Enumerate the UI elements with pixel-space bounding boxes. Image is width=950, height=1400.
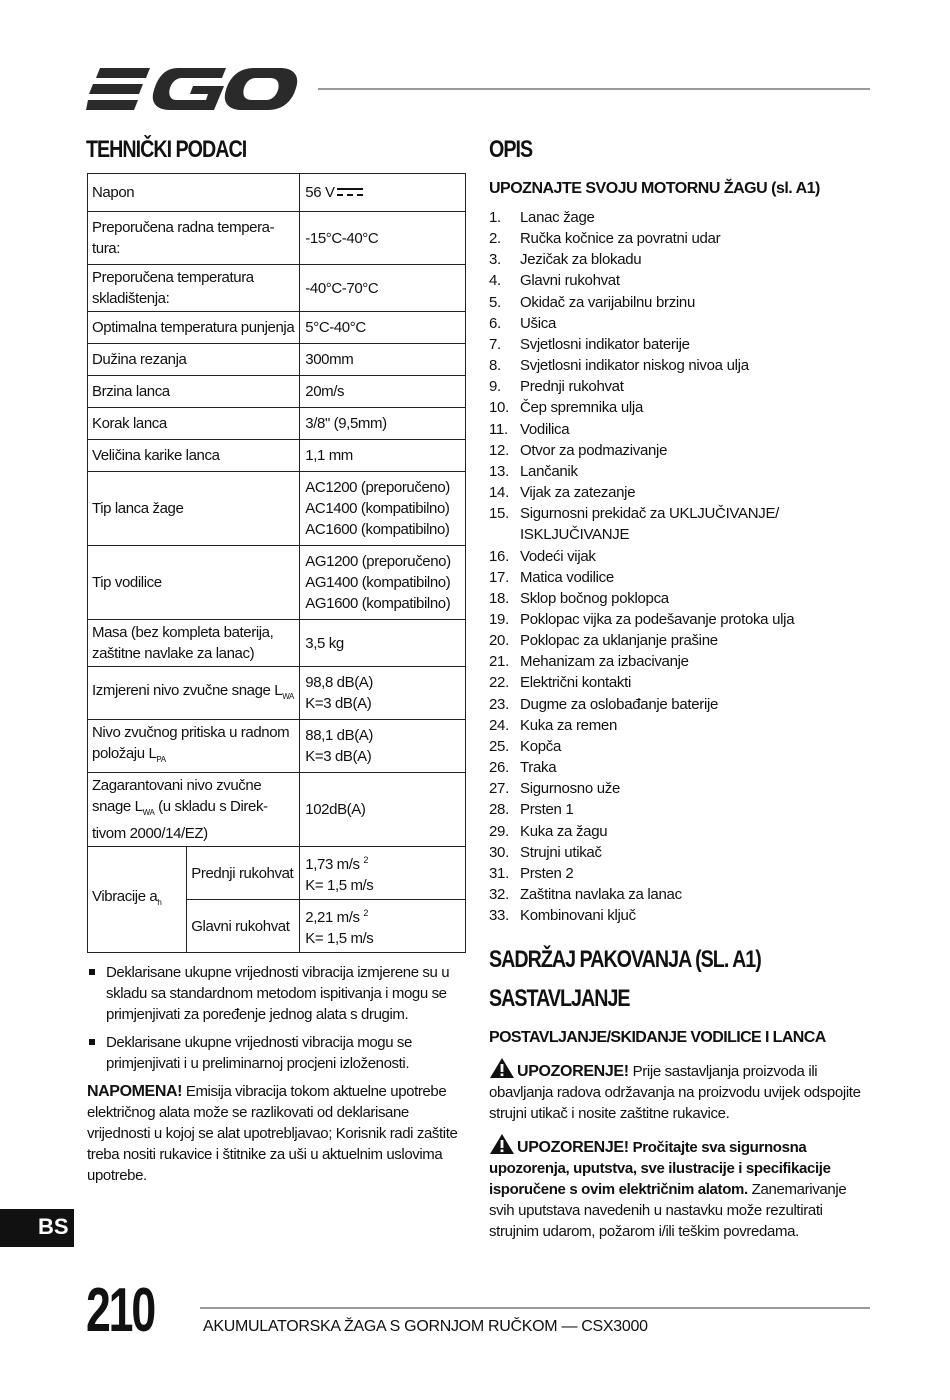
parts-list-number: 2.	[489, 230, 501, 248]
parts-list-text: Sigurnosno uže	[520, 780, 621, 798]
spec-row	[88, 773, 466, 847]
vibration-handle: Glavni rukohvat	[187, 900, 300, 953]
spec-value: 102dB(A)	[300, 773, 466, 847]
parts-list	[489, 207, 879, 926]
parts-list-number: 24.	[489, 716, 509, 734]
parts-list-text: Vodeći vijak	[520, 547, 596, 565]
spec-value-line: K=3 dB(A)	[305, 695, 372, 712]
spec-label-sub: PA	[156, 755, 166, 764]
vibration-bullets	[87, 962, 467, 1081]
spec-row	[88, 472, 466, 546]
warning-label: UPOZORENJE!	[517, 1139, 629, 1156]
parts-list-item	[489, 672, 879, 693]
parts-list-number: 4.	[489, 272, 501, 290]
spec-row	[88, 408, 466, 440]
parts-list-number: 3.	[489, 251, 501, 269]
spec-label	[88, 667, 300, 720]
page-number: 210	[86, 1276, 155, 1345]
language-code: BS	[38, 1214, 69, 1239]
spec-value-line: AG1400 (kompatibilno)	[305, 574, 451, 591]
warning-bold-text: Pročitajte sva sigurnosna upozorenja, uputstva, sve ilustracije i specifikacije isporučene s ovim električnim alatom.	[489, 1139, 831, 1198]
parts-list-number: 27.	[489, 780, 509, 798]
parts-list-item	[489, 207, 879, 228]
parts-list-number: 22.	[489, 674, 509, 692]
parts-list-text: Kombinovani ključ	[520, 907, 636, 925]
spec-label: Veličina karike lanca	[88, 440, 300, 472]
parts-list-item	[489, 461, 879, 482]
parts-list-text: Strujni utikač	[520, 843, 602, 861]
parts-list-number: 9.	[489, 378, 501, 396]
parts-list-item	[489, 609, 879, 630]
parts-list-number: 29.	[489, 822, 509, 840]
parts-list-text: Zaštitna navlaka za lanac	[520, 886, 682, 903]
spec-value	[300, 174, 466, 212]
footer-title: AKUMULATORSKA ŽAGA S GORNJOM RUČKOM — CSX3000	[203, 1318, 648, 1335]
note-text: Emisija vibracija tokom aktuelne upotrebe električnog alata može se razlikovati od deklarisane vrijednosti u kojoj se alat upotrebljavao; Korisnik radi zaštite treba nositi rukavice i štitnike za uši u aktuelnim uslovima upotrebe.	[87, 1083, 458, 1184]
spec-label	[88, 720, 300, 773]
vibration-row	[88, 847, 466, 900]
language-tab	[0, 1209, 74, 1247]
spec-value: -15°C-40°C	[300, 212, 466, 265]
parts-list-item	[489, 376, 879, 397]
parts-list-number: 5.	[489, 293, 501, 311]
spec-row	[88, 620, 466, 667]
spec-value: 5°C-40°C	[300, 312, 466, 344]
parts-list-item	[489, 249, 879, 270]
parts-list-text: Svjetlosni indikator niskog nivoa ulja	[520, 357, 749, 375]
parts-list-text: Svjetlosni indikator baterije	[520, 335, 690, 353]
spec-value: 20m/s	[300, 376, 466, 408]
parts-list-item	[489, 778, 879, 799]
parts-list-number: 26.	[489, 759, 509, 777]
parts-list-item	[489, 503, 879, 545]
parts-list-item	[489, 694, 879, 715]
spec-label: Tip vodilice	[88, 546, 300, 620]
parts-list-number: 12.	[489, 441, 509, 459]
spec-label-text: (u skladu s Direk-tivom 2000/14/EZ)	[92, 798, 268, 842]
bullet-item	[87, 1032, 467, 1074]
spec-value	[300, 546, 466, 620]
parts-list-number: 25.	[489, 737, 509, 755]
parts-list-text: Sigurnosni prekidač za UKLJUČIVANJE/ ISKLJUČIVANJE	[520, 505, 780, 544]
vibration-value-text: 1,73 m/s	[305, 856, 360, 873]
parts-list-number: 10.	[489, 399, 509, 417]
warning-text: Zanemarivanje svih uputstava navedenih u nastavku može rezultirati strujnim udarom, požarom i/ili teškim povredama.	[489, 1181, 847, 1240]
parts-list-number: 31.	[489, 864, 509, 882]
spec-label: Dužina rezanja	[88, 344, 300, 376]
note-label: NAPOMENA!	[87, 1083, 183, 1100]
spec-value: -40°C-70°C	[300, 265, 466, 312]
vibration-label	[88, 847, 187, 953]
parts-list-text: Glavni rukohvat	[520, 272, 620, 290]
bullet-text: Deklarisane ukupne vrijednosti vibracija izmjerene su u skladu sa standardnom metodom ispitivanja i mogu se primjenjivati za poređenje jednog alata s drugim.	[106, 964, 450, 1023]
parts-list-number: 19.	[489, 610, 509, 628]
spec-row	[88, 344, 466, 376]
parts-list-text: Lančanik	[520, 462, 578, 480]
parts-list-item	[489, 884, 879, 905]
warning-text: Prije sastavljanja proizvoda ili obavljanja radova održavanja na proizvodu uvijek odspojite strujni utikač i nosite zaštitne rukavice.	[489, 1063, 861, 1122]
parts-list-item	[489, 355, 879, 376]
section-title-package-contents: SADRŽAJ PAKOVANJA (SL. A1)	[489, 946, 761, 973]
vibration-value	[300, 900, 466, 953]
parts-list-number: 30.	[489, 843, 509, 861]
spec-row	[88, 440, 466, 472]
spec-value: 1,1 mm	[300, 440, 466, 472]
spec-value-line: AG1600 (kompatibilno)	[305, 595, 451, 612]
spec-row	[88, 174, 466, 212]
parts-list-item	[489, 651, 879, 672]
vibration-label-text: Vibracije a	[92, 888, 158, 905]
parts-list-number: 14.	[489, 484, 509, 502]
parts-list-number: 6.	[489, 314, 501, 332]
vibration-value-line	[305, 903, 461, 928]
parts-list-text: Prsten 2	[520, 864, 574, 882]
spec-value-line: 88,1 dB(A)	[305, 727, 374, 744]
spec-label-text: Nivo zvučnog pritiska u radnom položaju L	[92, 724, 290, 762]
parts-list-number: 11.	[489, 420, 508, 438]
parts-list-item	[489, 419, 879, 440]
parts-list-text: Čep spremnika ulja	[520, 399, 643, 417]
spec-label: Masa (bez kompleta baterija, zaštitne navlake za lanac)	[88, 620, 300, 667]
parts-list-number: 8.	[489, 357, 501, 375]
parts-list-number: 33.	[489, 907, 509, 925]
parts-list-text: Prednji rukohvat	[520, 378, 624, 396]
spec-label-sub: WA	[142, 808, 155, 817]
spec-row	[88, 546, 466, 620]
parts-list-text: Lanac žage	[520, 209, 595, 226]
parts-list-number: 23.	[489, 695, 509, 713]
spec-row	[88, 312, 466, 344]
parts-list-item	[489, 588, 879, 609]
parts-list-number: 20.	[489, 632, 509, 650]
section-title-description: OPIS	[489, 136, 533, 163]
parts-list-item	[489, 334, 879, 355]
parts-list-text: Traka	[520, 759, 557, 777]
spec-value-line: 98,8 dB(A)	[305, 674, 374, 691]
section-title-assembly: SASTAVLJANJE	[489, 985, 630, 1012]
parts-list-item	[489, 482, 879, 503]
warning-read-all	[489, 1133, 874, 1242]
footer-rule	[200, 1307, 870, 1309]
spec-row	[88, 376, 466, 408]
parts-list-item	[489, 397, 879, 418]
parts-list-number: 18.	[489, 589, 509, 607]
parts-list-text: Ručka kočnice za povratni udar	[520, 230, 721, 248]
parts-list-text: Vodilica	[520, 420, 570, 438]
parts-list-text: Matica vodilice	[520, 568, 614, 586]
parts-list-number: 16.	[489, 547, 509, 565]
parts-list-item	[489, 842, 879, 863]
parts-list-number: 15.	[489, 505, 509, 523]
spec-value	[300, 667, 466, 720]
spec-label: Napon	[88, 174, 300, 212]
spec-value-line: AG1200 (preporučeno)	[305, 553, 451, 570]
bullet-item	[87, 962, 467, 1025]
parts-list-number: 21.	[489, 653, 509, 671]
parts-list-text: Električni kontakti	[520, 674, 632, 692]
dc-current-icon	[337, 187, 363, 197]
parts-list-text: Ušica	[520, 314, 557, 332]
parts-list-text: Kopča	[520, 737, 562, 755]
spec-label: Preporučena radna tempera-tura:	[88, 212, 300, 265]
warning-label: UPOZORENJE!	[517, 1063, 629, 1080]
bullet-text: Deklarisane ukupne vrijednosti vibracija mogu se primjenjivati i u preliminarnoj procjeni izloženosti.	[106, 1034, 412, 1072]
parts-list-number: 7.	[489, 335, 501, 353]
spec-value-line: AC1200 (preporučeno)	[305, 479, 450, 496]
parts-list-text: Otvor za podmazivanje	[520, 441, 668, 459]
parts-list-text: Kuka za remen	[520, 716, 617, 734]
parts-list-item	[489, 736, 879, 757]
vibration-value	[300, 847, 466, 900]
parts-list-item	[489, 546, 879, 567]
vibration-k-line: K= 1,5 m/s	[305, 877, 374, 894]
spec-row	[88, 667, 466, 720]
parts-list-item	[489, 821, 879, 842]
parts-list-text: Okidač za varijabilnu brzinu	[520, 293, 696, 311]
header-rule	[318, 88, 870, 90]
spec-row	[88, 212, 466, 265]
subsection-title-mount-bar-chain: POSTAVLJANJE/SKIDANJE VODILICE I LANCA	[489, 1029, 826, 1046]
parts-list-item	[489, 799, 879, 820]
parts-list-item	[489, 292, 879, 313]
vibration-value-sup: 2	[363, 908, 369, 918]
parts-list-text: Vijak za zatezanje	[520, 484, 636, 502]
spec-label-sub: WA	[282, 691, 294, 701]
spec-table	[87, 173, 466, 953]
subsection-title-know-your-saw: UPOZNAJTE SVOJU MOTORNU ŽAGU (sl. A1)	[489, 180, 820, 197]
parts-list-text: Sklop bočnog poklopca	[520, 589, 669, 607]
parts-list-number: 1.	[489, 209, 501, 226]
vibration-value-sup: 2	[363, 855, 369, 865]
warning-triangle-icon	[489, 1057, 515, 1079]
parts-list-item	[489, 567, 879, 588]
spec-value: 3,5 kg	[300, 620, 466, 667]
parts-list-number: 28.	[489, 801, 509, 819]
vibration-value-text: 2,21 m/s	[305, 909, 360, 926]
parts-list-item	[489, 440, 879, 461]
parts-list-text: Dugme za oslobađanje baterije	[520, 695, 719, 713]
parts-list-item	[489, 228, 879, 249]
spec-row	[88, 265, 466, 312]
spec-value	[300, 720, 466, 773]
spec-label: Preporučena temperatura skladištenja:	[88, 265, 300, 312]
parts-list-text: Kuka za žagu	[520, 822, 608, 840]
spec-label: Brzina lanca	[88, 376, 300, 408]
vibration-handle: Prednji rukohvat	[187, 847, 300, 900]
parts-list-item	[489, 715, 879, 736]
vibration-value-line	[305, 850, 461, 875]
vibration-label-sub: h	[157, 898, 162, 907]
vibration-k-line: K= 1,5 m/s	[305, 930, 374, 947]
parts-list-text: Poklopac za uklanjanje prašine	[520, 632, 718, 650]
square-bullet-icon	[89, 969, 95, 975]
warning-triangle-icon	[489, 1133, 515, 1155]
spec-value-line: AC1600 (kompatibilno)	[305, 521, 450, 538]
parts-list-item	[489, 313, 879, 334]
note-paragraph	[87, 1081, 467, 1186]
spec-value-text: 56 V	[305, 184, 335, 201]
parts-list-number: 17.	[489, 568, 509, 586]
parts-list-item	[489, 863, 879, 884]
spec-label: Tip lanca žage	[88, 472, 300, 546]
spec-label-text: Izmjereni nivo zvučne snage L	[92, 681, 283, 699]
parts-list-item	[489, 630, 879, 651]
parts-list-number: 13.	[489, 462, 509, 480]
spec-label-text: Zagarantovani nivo zvučne snage L	[92, 777, 262, 815]
spec-label: Optimalna temperatura punjenja	[88, 312, 300, 344]
warning-disconnect	[489, 1057, 874, 1124]
spec-row	[88, 720, 466, 773]
section-title-technical-data: TEHNIČKI PODACI	[86, 136, 247, 163]
spec-value	[300, 472, 466, 546]
parts-list-number: 32.	[489, 886, 509, 903]
spec-value-line: K=3 dB(A)	[305, 748, 372, 765]
spec-label	[88, 773, 300, 847]
square-bullet-icon	[89, 1039, 95, 1045]
parts-list-item	[489, 905, 879, 926]
spec-value: 3/8" (9,5mm)	[300, 408, 466, 440]
spec-value: 300mm	[300, 344, 466, 376]
parts-list-text: Poklopac vijka za podešavanje protoka ulja	[520, 610, 795, 628]
parts-list-item	[489, 270, 879, 291]
parts-list-text: Prsten 1	[520, 801, 574, 819]
parts-list-item	[489, 757, 879, 778]
parts-list-text: Jezičak za blokadu	[520, 251, 642, 269]
ego-logo	[86, 64, 298, 114]
spec-label: Korak lanca	[88, 408, 300, 440]
spec-value-line: AC1400 (kompatibilno)	[305, 500, 450, 517]
parts-list-text: Mehanizam za izbacivanje	[520, 653, 689, 671]
